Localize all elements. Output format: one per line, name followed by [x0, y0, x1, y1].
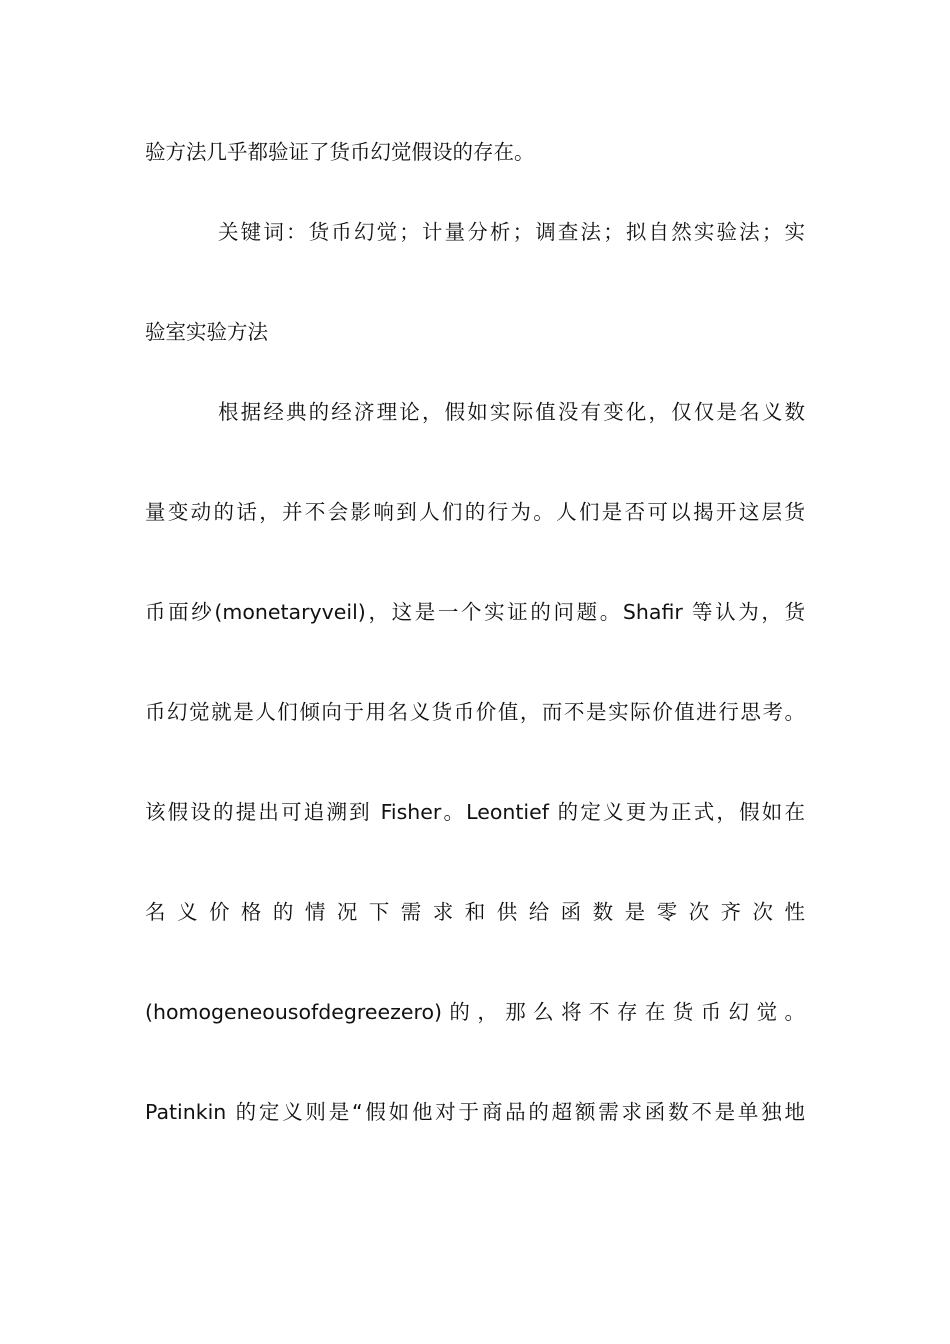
- text-line-9: 名义价格的情况下需求和供给函数是零次齐次性: [145, 900, 805, 924]
- text-line-7: 币幻觉就是人们倾向于用名义货币价值，而不是实际价值进行思考。: [145, 700, 805, 724]
- text-line-6: 币面纱(monetaryveil)，这是一个实证的问题。Shafir 等认为，货: [145, 600, 805, 624]
- keywords-line: 关键词：货币幻觉；计量分析；调查法；拟自然实验法；实: [218, 220, 805, 244]
- text-line-11: Patinkin 的定义则是“假如他对于商品的超额需求函数不是单独地: [145, 1100, 805, 1124]
- text-line-8: 该假设的提出可追溯到 Fisher。Leontief 的定义更为正式，假如在: [145, 800, 805, 824]
- paragraph-first-line: 根据经典的经济理论，假如实际值没有变化，仅仅是名义数: [218, 400, 805, 424]
- text-line-1: 验方法几乎都验证了货币幻觉假设的存在。: [145, 140, 535, 164]
- text-line-5: 量变动的话，并不会影响到人们的行为。人们是否可以揭开这层货: [145, 500, 805, 524]
- text-line-10: (homogeneousofdegreezero)的，那么将不存在货币幻觉。: [145, 1000, 805, 1024]
- text-line-3: 验室实验方法: [145, 320, 268, 344]
